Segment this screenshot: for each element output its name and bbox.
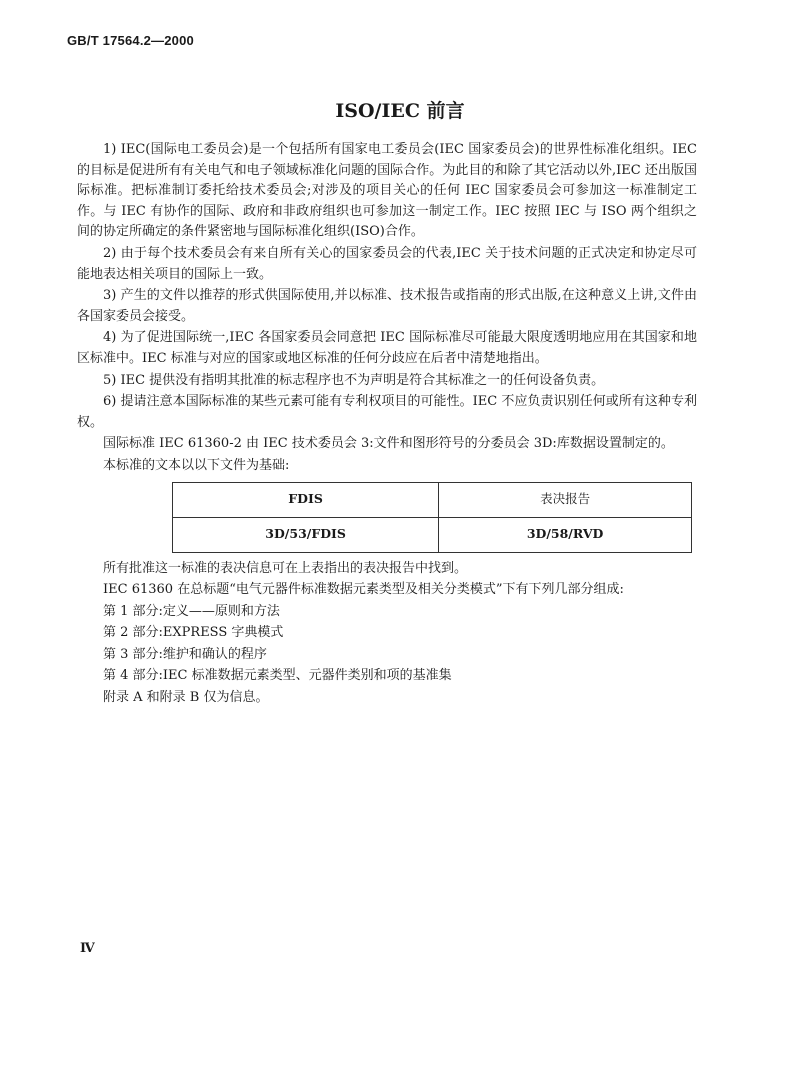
standard-number: GB/T 17564.2—2000 xyxy=(67,33,194,48)
list-item-part-1: 第 1 部分:定义——原则和方法 xyxy=(103,603,280,619)
paragraph-5: 5) IEC 提供没有指明其批准的标志程序也不为声明是符合其标准之一的任何设备负责。 xyxy=(103,372,605,388)
table-cell-fdis: 3D/53/FDIS xyxy=(173,517,439,552)
table-row xyxy=(173,517,692,552)
table-header-row xyxy=(173,482,692,517)
page-number: Ⅳ xyxy=(80,941,95,956)
paragraph-1: 1) IEC(国际电工委员会)是一个包括所有国家电工委员会(IEC 国家委员会)的世界性标准化组织。IEC 的目标是促进所有有关电气和电子领域标准化问题的国际合作。为此目的和除了其它活动以外,IEC 还出版国际标准。把标准制订委托给技术委员会;对涉及的项目关心的任何 IEC 国家委员会可参加这一标准制定工作。与 IEC 有协作的国际、政府和非政府组织也可参加这一制定工作。IEC 按照 IEC 与 ISO 两个组织之间的协定所确定的条件紧密地与国际标准化组织(ISO)合作。 xyxy=(77,142,697,240)
paragraph-annex-note: 附录 A 和附录 B 仅为信息。 xyxy=(103,690,269,706)
table-header-fdis: FDIS xyxy=(173,482,439,517)
voting-table xyxy=(172,482,692,553)
list-item-part-2: 第 2 部分:EXPRESS 字典模式 xyxy=(103,625,284,641)
page-title: ISO/IEC 前言 xyxy=(335,100,465,122)
paragraph-2: 2) 由于每个技术委员会有来自所有关心的国家委员会的代表,IEC 关于技术问题的正式决定和协定尽可能地表达相关项目的国际上一致。 xyxy=(77,245,697,282)
paragraph-6: 6) 提请注意本国际标准的某些元素可能有专利权项目的可能性。IEC 不应负责识别任何或所有这种专利权。 xyxy=(77,394,697,430)
table-cell-rvd: 3D/58/RVD xyxy=(439,517,692,552)
foreword-body xyxy=(77,140,697,710)
paragraph-basis: 本标准的文本以以下文件为基础: xyxy=(103,457,290,473)
list-item-part-4: 第 4 部分:IEC 标准数据元素类型、元器件类别和项的基准集 xyxy=(103,668,452,684)
paragraph-vote-info: 所有批准这一标准的表决信息可在上表指出的表决报告中找到。 xyxy=(103,560,468,576)
paragraph-3: 3) 产生的文件以推荐的形式供国际使用,并以标准、技术报告或指南的形式出版,在这种意义上讲,文件由各国家委员会接受。 xyxy=(77,288,697,324)
paragraph-origin: 国际标准 IEC 61360-2 由 IEC 技术委员会 3:文件和图形符号的分委员会 3D:库数据设置制定的。 xyxy=(103,436,674,452)
table-header-vote-report: 表决报告 xyxy=(439,482,692,517)
list-item-part-3: 第 3 部分:维护和确认的程序 xyxy=(103,646,267,662)
paragraph-4: 4) 为了促进国际统一,IEC 各国家委员会同意把 IEC 国际标准尽可能最大限度透明地应用在其国家和地区标准中。IEC 标准与对应的国家或地区标准的任何分歧应在后者中清楚地指出。 xyxy=(77,330,697,366)
paragraph-parts-intro: IEC 61360 在总标题“电气元器件标准数据元素类型及相关分类模式”下有下列几部分组成: xyxy=(103,582,624,598)
